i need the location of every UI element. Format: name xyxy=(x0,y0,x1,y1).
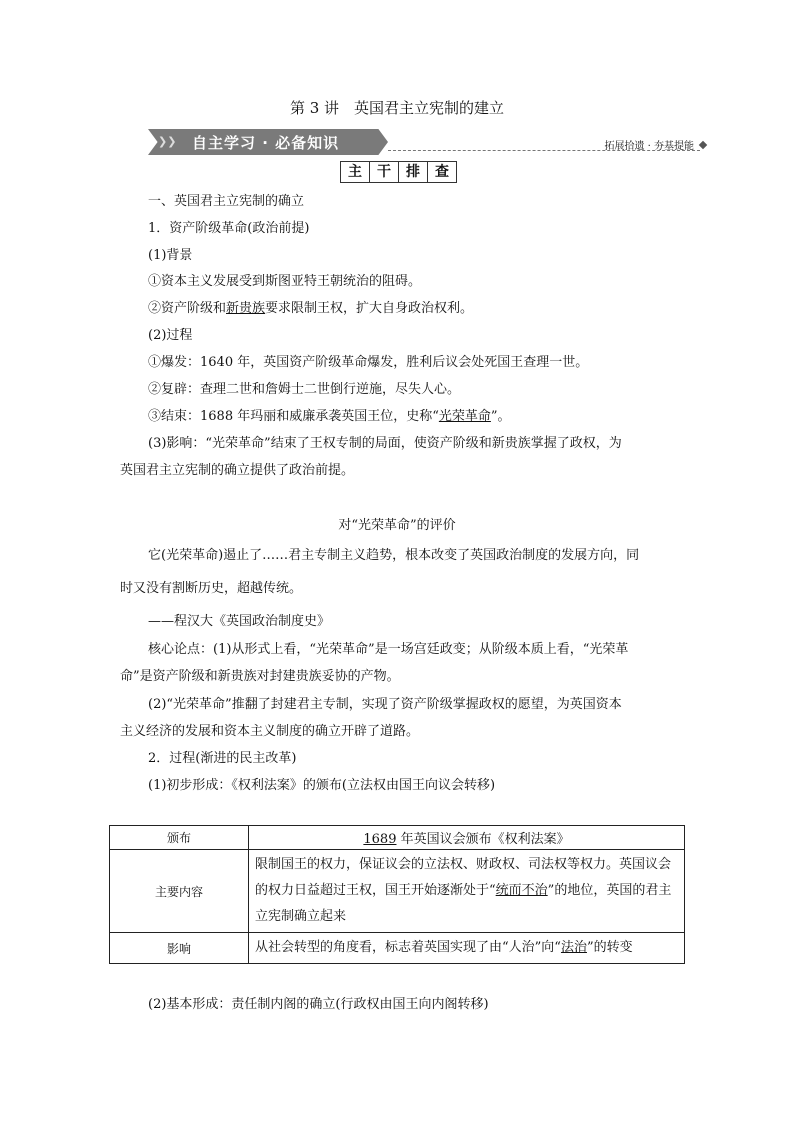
subheading: 1．资产阶级革命(政治前提) xyxy=(148,221,310,236)
table-row xyxy=(110,826,685,850)
table-row xyxy=(110,850,685,933)
quote-source: ——程汉大《英国政治制度史》 xyxy=(148,614,331,629)
bill-of-rights-table xyxy=(109,825,685,964)
text-line: 英国君主立宪制的确立提供了政治前提。 xyxy=(120,463,355,478)
quote-line: 时又没有割断历史，超越传统。 xyxy=(120,581,303,596)
tag-char: 主 xyxy=(340,161,370,183)
item-label: (1)背景 xyxy=(148,248,193,263)
table-cell: 限制国王的权力，保证议会的立法权、财政权、司法权等权力。英国议会的权力日益超过王权，国王开始逐渐处于“统而不治”的地位，英国的君主立宪制确立起来 xyxy=(249,850,685,933)
text-line: 主义经济的发展和资本主义制度的确立开辟了道路。 xyxy=(120,724,420,739)
table-cell: 从社会转型的角度看，标志着英国实现了由“人治”向“法治”的转变 xyxy=(249,933,685,964)
diamond-icon xyxy=(699,141,707,149)
text-line: (2)“光荣革命”推翻了封建君主专制，实现了资产阶级掌握政权的愿望，为英国资本 xyxy=(148,697,622,712)
text-line: ②复辟：查理二世和詹姆士二世倒行逆施，尽失人心。 xyxy=(148,382,461,397)
row-header: 颁布 xyxy=(110,826,249,850)
text-line: ①爆发：1640 年，英国资产阶级革命爆发，胜利后议会处死国王查理一世。 xyxy=(148,355,589,370)
section-tags xyxy=(340,161,456,183)
quote-line: 它(光荣革命)遏止了……君主专制主义趋势，根本改变了英国政治制度的发展方向，同 xyxy=(148,548,640,563)
tag-char: 干 xyxy=(369,161,399,183)
text-line: 命”是资产阶级和新贵族对封建贵族妥协的产物。 xyxy=(120,669,400,684)
text-line: (2)基本形成：责任制内阁的确立(行政权由国王向内阁转移) xyxy=(148,997,489,1012)
section-banner xyxy=(148,129,708,155)
text-line: ②资产阶级和新贵族要求限制王权，扩大自身政治权利。 xyxy=(148,301,474,316)
row-header: 主要内容 xyxy=(110,850,249,933)
text-line: (3)影响：“光荣革命”结束了王权专制的局面，使资产阶级和新贵族掌握了政权，为 xyxy=(148,436,622,451)
text-line: ①资本主义发展受到斯图亚特王朝统治的阻碍。 xyxy=(148,274,422,289)
double-chevron-icon: ❯❯ xyxy=(158,135,177,148)
tag-char: 排 xyxy=(398,161,428,183)
evaluation-title: 对“光荣革命”的评价 xyxy=(338,518,456,533)
tag-char: 查 xyxy=(427,161,457,183)
subheading: 2．过程(渐进的民主改革) xyxy=(148,751,297,766)
table-row xyxy=(110,933,685,964)
heading-1: 一、英国君主立宪制的确立 xyxy=(148,194,305,209)
underlined-term: 新贵族 xyxy=(226,301,266,316)
text-line: ③结束：1688 年玛丽和威廉承袭英国王位，史称“光荣革命”。 xyxy=(148,409,511,424)
page-title: 第 3 讲 英国君主立宪制的建立 xyxy=(289,99,505,117)
underlined-term: 光荣革命 xyxy=(438,409,491,424)
table-cell: 1689 年英国议会颁布《权利法案》 xyxy=(249,826,685,850)
banner-label: 自主学习 · 必备知识 xyxy=(192,134,340,152)
row-header: 影响 xyxy=(110,933,249,964)
text-line: 核心论点：(1)从形式上看，“光荣革命”是一场宫廷政变；从阶级本质上看，“光荣革 xyxy=(148,642,629,657)
text-line: (1)初步形成：《权利法案》的颁布(立法权由国王向议会转移) xyxy=(148,778,496,793)
banner-right-label: 拓展拾遗 · 夯基提能 xyxy=(604,141,694,152)
item-label: (2)过程 xyxy=(148,328,193,343)
